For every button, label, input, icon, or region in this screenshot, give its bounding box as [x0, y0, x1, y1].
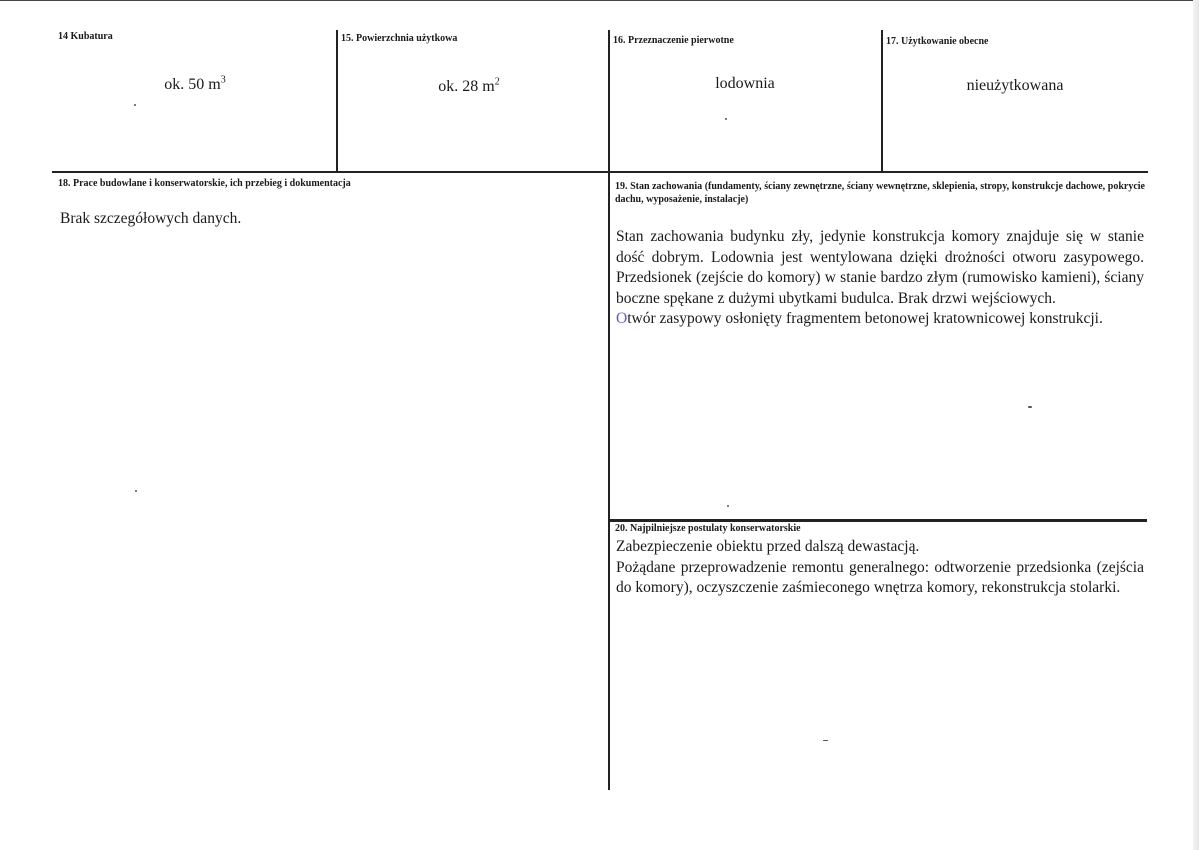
scan-speck — [823, 740, 828, 741]
postulaty-text — [616, 537, 1144, 599]
scan-edge — [1193, 0, 1199, 850]
uzytkowanie-value: nieużytkowana — [966, 77, 1064, 94]
divider-16-17 — [881, 30, 883, 172]
kubatura-label: 14 Kubatura — [58, 31, 113, 42]
divider-14-15 — [336, 30, 338, 172]
top-rule — [0, 0, 1199, 1]
scan-speck — [727, 505, 729, 507]
postulaty-label: 20. Najpilniejsze postulaty konserwatorskie — [615, 523, 801, 534]
stan-label: 19. Stan zachowania (fundamenty, ściany zewnętrzne, ściany wewnętrzne, sklepienia, stropy, konstrukcje dachowe, pokrycie dachu, wyposażenie, instalacje) — [615, 181, 1145, 205]
scan-speck — [135, 490, 137, 492]
prace-label: 18. Prace budowlane i konserwatorskie, ich przebieg i dokumentacja — [58, 178, 351, 189]
divider-15-16 — [608, 30, 610, 790]
kubatura-value-text: ok. 50 m — [164, 76, 221, 93]
postulaty-line-1: Zabezpieczenie obiektu przed dalszą dewastacją. — [616, 538, 920, 555]
powierzchnia-value — [394, 78, 544, 96]
stan-paragraph-1: Stan zachowania budynku zły, jedynie konstrukcja komory znajduje się w stanie dość dobrym. Lodownia jest wentylowana dzięki drożności otworu zasypowego. Przedsionek (zejście do komory) w stanie bardzo złym (rumowisko kamieni), ściany boczne spękane z dużymi ubytkami budulca. Brak drzwi wejściowych. — [616, 228, 1144, 307]
scan-speck — [725, 118, 727, 120]
prace-text: Brak szczegółowych danych. — [60, 210, 242, 227]
powierzchnia-label: 15. Powierzchnia użytkowa — [341, 33, 458, 44]
kubatura-value — [120, 76, 270, 94]
przeznaczenie-label: 16. Przeznaczenie pierwotne — [613, 35, 734, 46]
scan-speck — [134, 104, 136, 106]
przeznaczenie-value: lodownia — [715, 75, 775, 92]
stan-paragraph-2 — [616, 309, 1144, 330]
powierzchnia-value-exponent: 2 — [494, 76, 500, 88]
scan-speck — [1028, 406, 1032, 408]
rule-under-top-row — [52, 171, 1148, 173]
powierzchnia-value-text: ok. 28 m — [438, 78, 495, 95]
postulaty-line-2: Pożądane przeprowadzenie remontu generalnego: odtworzenie przedsionka (zejścia do komory), oczyszczenie zaśmieconego wnętrza komory, rekonstrukcja stolarki. — [616, 558, 1144, 596]
stan-text — [616, 227, 1144, 330]
kubatura-value-exponent: 3 — [220, 74, 226, 86]
stan-paragraph-2-rest: twór zasypowy osłonięty fragmentem betonowej kratownicowej konstrukcji. — [627, 310, 1103, 327]
uzytkowanie-label: 17. Użytkowanie obecne — [886, 36, 989, 47]
stan-paragraph-2-initial: O — [616, 310, 628, 327]
